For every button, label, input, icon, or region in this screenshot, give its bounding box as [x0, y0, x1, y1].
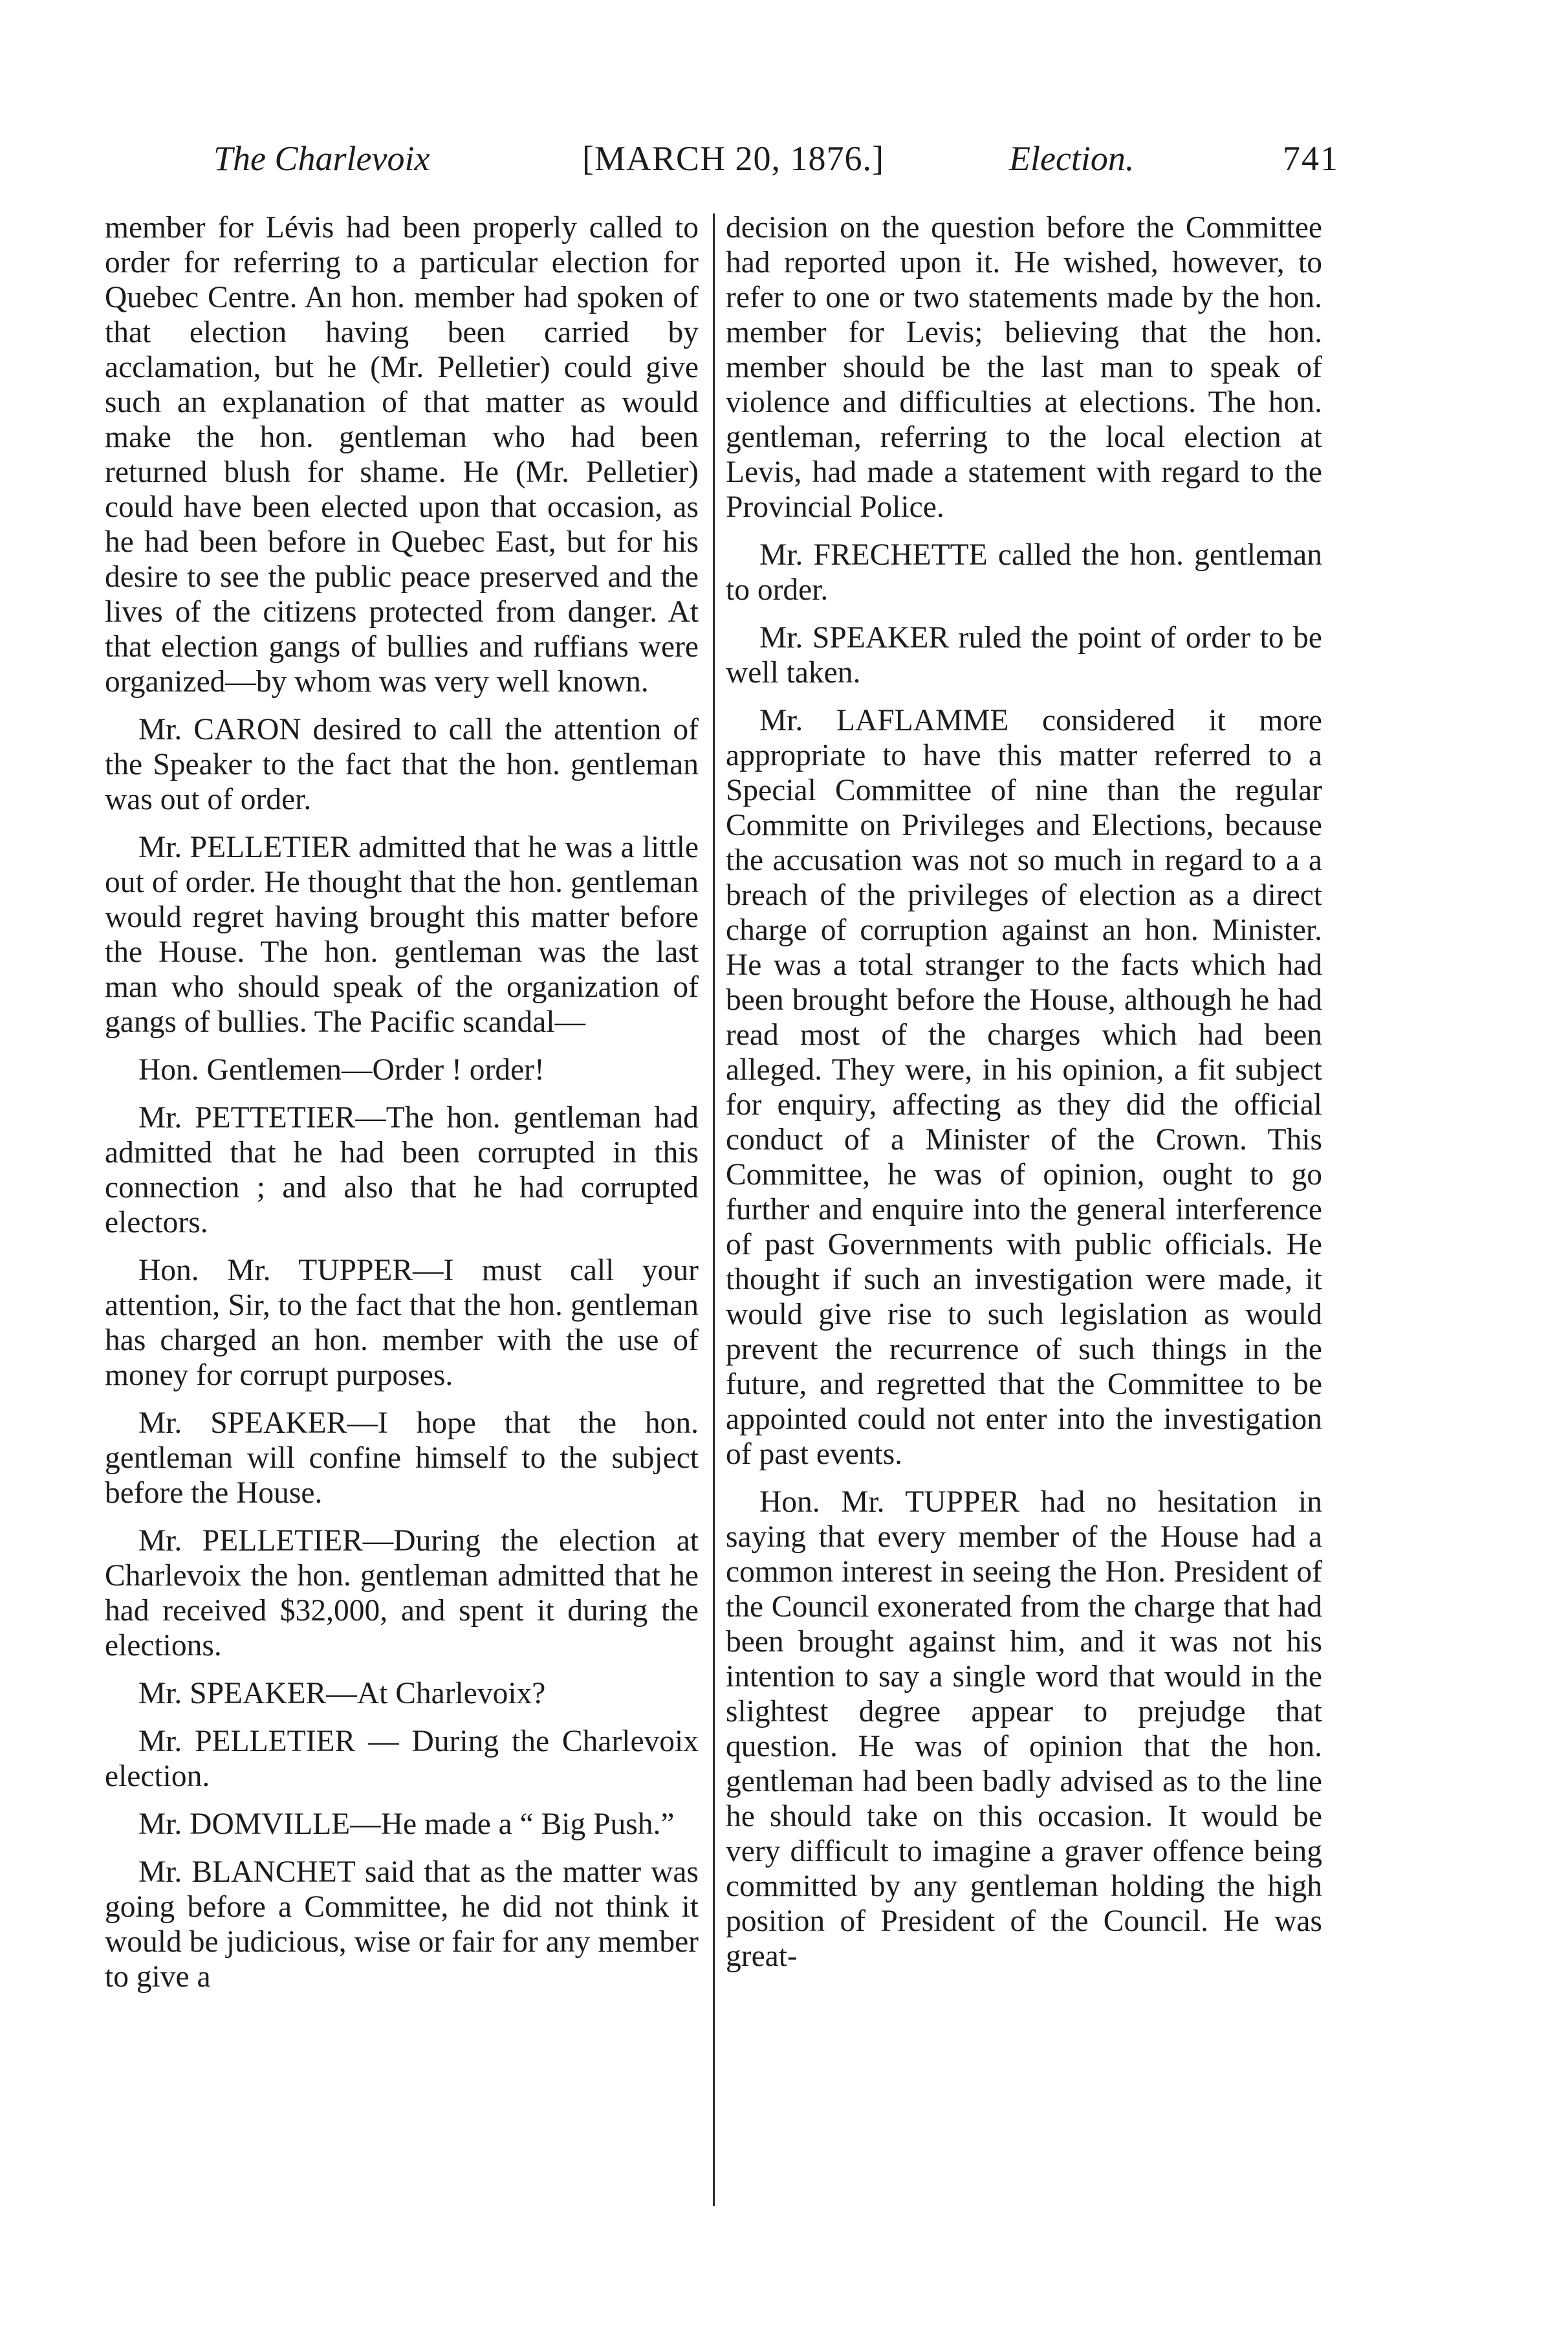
paragraph: Hon. Mr. TUPPER had no hesitation in saying that every member of the House had a common interest in seeing the Hon. President of the Council exonerated from the charge that had been brought against him, and it was not his intention to say a single word that would in the slightest degree appear to prejudge that question. He was of opinion that the hon. gentleman had been badly advised as to the line he should take on this occasion. It would be very difficult to imagine a graver offence being committed by any gentleman holding the high position of President of the Council. He was great- — [726, 1485, 1322, 1973]
paragraph: Mr. PETTETIER—The hon. gentleman had admitted that he had been corrupted in this connection ; and also that he had corrupted electors. — [105, 1101, 699, 1239]
paragraph: Mr. PELLETIER admitted that he was a little out of order. He thought that the hon. gentleman would regret having brought this matter before the House. The hon. gentleman was the last man who should speak of the organization of gangs of bullies. The Pacific scandal— — [105, 831, 699, 1039]
paragraph: Mr. SPEAKER—I hope that the hon. gentleman will confine himself to the subject before the House. — [105, 1406, 699, 1510]
paragraph: Mr. BLANCHET said that as the matter was going before a Committee, he did not think it would be judicious, wise or fair for any member to give a — [105, 1855, 699, 1994]
paragraph: Mr. CARON desired to call the attention of the Speaker to the fact that the hon. gentleman was out of order. — [105, 713, 699, 816]
left-column — [105, 210, 699, 2007]
paragraph: Hon. Gentlemen—Order ! order! — [138, 1053, 545, 1087]
page-number: 741 — [1283, 139, 1339, 178]
paragraph: decision on the question before the Committee had reported upon it. He wished, however, to refer to one or two statements made by the hon. member for Levis; believing that the hon. member should be the last man to speak of violence and difficulties at elections. The hon. gentleman, referring to the local election at Levis, had made a statement with regard to the Provincial Police. — [726, 211, 1322, 524]
page-header — [213, 133, 1339, 184]
paragraph: Mr. PELLETIER—During the election at Charlevoix the hon. gentleman admitted that he had received $32,000, and spent it during the elections. — [105, 1524, 699, 1662]
paragraph: Mr. SPEAKER ruled the point of order to be well taken. — [726, 621, 1322, 690]
paragraph: Hon. Mr. TUPPER—I must call your attention, Sir, to the fact that the hon. gentleman has charged an hon. member with the use of money for corrupt purposes. — [105, 1254, 699, 1392]
right-column — [726, 210, 1322, 1987]
running-head-date: [MARCH 20, 1876.] — [582, 139, 885, 178]
column-divider — [713, 213, 715, 2206]
paragraph: Mr. SPEAKER—At Charlevoix? — [138, 1677, 546, 1710]
paragraph: Mr. LAFLAMME considered it more appropriate to have this matter referred to a Special Committee of nine than the regular Committe on Privileges and Elections, because the accusation was not so much in regard to a a breach of the privileges of election as a direct charge of corruption against an hon. Minister. He was a total stranger to the facts which had been brought before the House, although he had read most of the charges which had been alleged. They were, in his opinion, a fit subject for enquiry, affecting as they did the official conduct of a Minister of the Crown. This Committee, he was of opinion, ought to go further and enquire into the general interference of past Governments with public officials. He thought if such an investigation were made, it would give rise to such legislation as would prevent the recurrence of such things in the future, and regretted that the Committee to be appointed could not enter into the investigation of past events. — [726, 704, 1322, 1471]
paragraph: Mr. DOMVILLE—He made a “ Big Push.” — [138, 1807, 675, 1841]
running-head-right: Election. — [1009, 139, 1135, 178]
paragraph: Mr. PELLETIER — During the Charlevoix election. — [105, 1725, 699, 1793]
paragraph: member for Lévis had been properly called to order for referring to a particular election for Quebec Centre. An hon. member had spoken of that election having been carried by acclamation, but he (Mr. Pelletier) could give such an explanation of that matter as would make the hon. gentleman who had been returned blush for shame. He (Mr. Pelletier) could have been elected upon that occasion, as he had been before in Quebec East, but for his desire to see the public peace preserved and the lives of the citizens protected from danger. At that election gangs of bullies and ruffians were organized—by whom was very well known. — [105, 211, 699, 699]
running-head-left: The Charlevoix — [213, 139, 430, 178]
paragraph: Mr. FRECHETTE called the hon. gentleman to order. — [726, 538, 1322, 607]
